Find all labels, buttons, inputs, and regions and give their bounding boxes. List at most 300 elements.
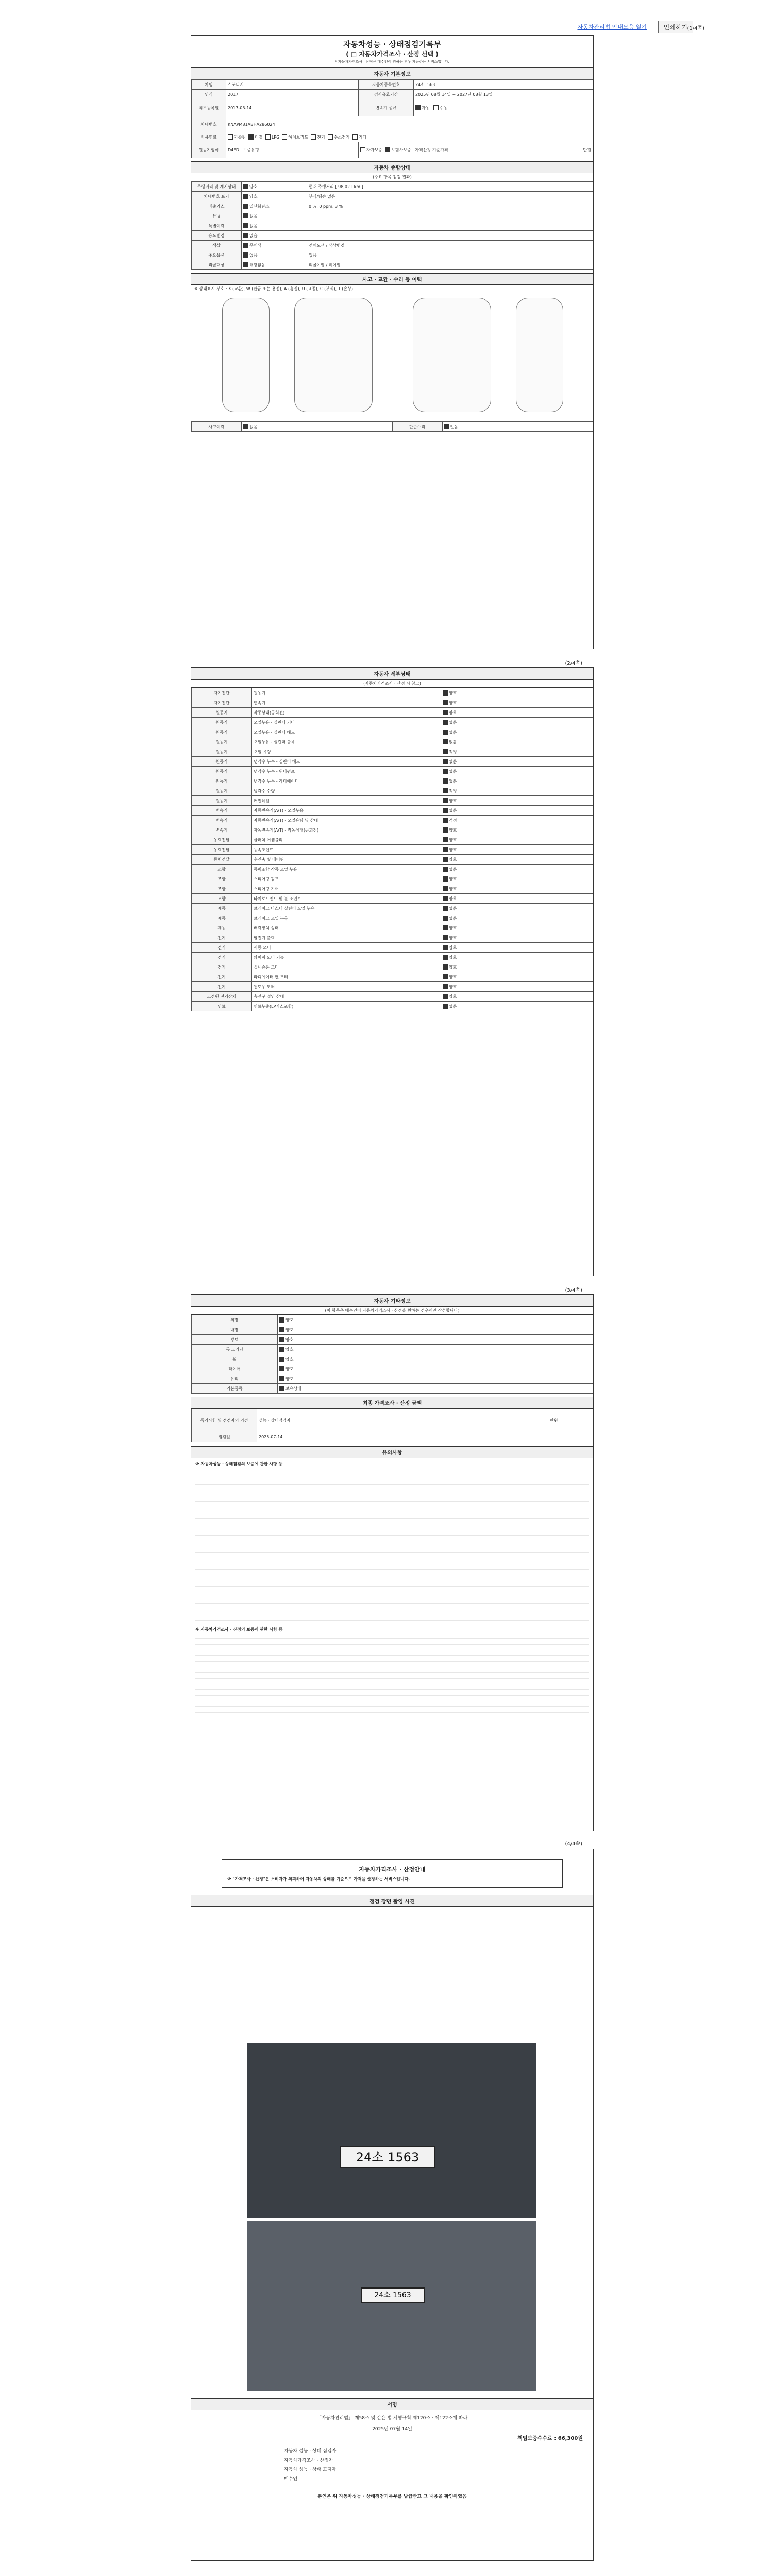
overall-label: 주요옵션 (192, 250, 242, 260)
status-checkbox[interactable] (443, 906, 448, 911)
overall-detail (307, 211, 593, 221)
detail-status (441, 835, 593, 845)
detail-group-text: 원동기 (215, 730, 228, 735)
table-row (192, 1354, 593, 1364)
detail-item (252, 718, 441, 727)
detail-status-text: 양호 (449, 935, 457, 940)
detail-group-text: 고전원 전기장치 (207, 994, 237, 999)
warranty-option-label: 자가보증 (366, 147, 382, 152)
status-checkbox[interactable] (443, 769, 448, 774)
status-checkbox[interactable] (243, 262, 248, 267)
accident-checkbox[interactable] (243, 424, 248, 429)
status-checkbox[interactable] (443, 925, 448, 930)
detail-item (252, 933, 441, 943)
detail-item (252, 923, 441, 933)
detail-item (252, 776, 441, 786)
overall-detail: 전체도색 / 색상변경 (307, 241, 593, 250)
detail-status-text: 없음 (449, 730, 457, 735)
detail-group (192, 776, 252, 786)
table-row (192, 874, 593, 884)
detail-group-text: 제동 (217, 906, 226, 911)
status-checkbox[interactable] (443, 788, 448, 793)
detail-item (252, 865, 441, 874)
seller-role: 자동차 성능 · 상태 고지자 (284, 2467, 337, 2472)
detail-status (441, 747, 593, 757)
status-checkbox[interactable] (443, 798, 448, 803)
detail-status (441, 982, 593, 992)
table-row (192, 835, 593, 845)
fuel-checkbox[interactable] (282, 134, 287, 140)
status-checkbox[interactable] (443, 896, 448, 901)
detail-item (252, 874, 441, 884)
other-label-text: 광택 (230, 1337, 239, 1342)
detail-group-text: 원동기 (215, 710, 228, 715)
status-checkbox[interactable] (443, 916, 448, 921)
detail-item (252, 767, 441, 776)
status-checkbox[interactable] (443, 837, 448, 842)
detail-status (441, 865, 593, 874)
motor-value (226, 142, 359, 158)
other-label (192, 1354, 278, 1364)
other-label (192, 1384, 278, 1394)
transmission-auto-checkbox[interactable] (415, 105, 421, 110)
detail-group-text: 전기 (217, 945, 226, 950)
print-button[interactable]: 인쇄하기 (658, 21, 693, 33)
detail-status-text: 양호 (449, 847, 457, 852)
detail-group-text: 원동기 (215, 720, 228, 725)
year-value: 2017 (226, 90, 359, 99)
detail-item (252, 835, 441, 845)
accident-value: 없음 (249, 424, 258, 429)
detail-status-text: 양호 (449, 886, 457, 891)
status-checkbox[interactable] (443, 690, 448, 696)
status-checkbox[interactable] (443, 955, 448, 960)
other-status (278, 1354, 593, 1364)
detail-item (252, 727, 441, 737)
detail-group (192, 727, 252, 737)
vin-value: KNAPM81ABHA286024 (226, 116, 593, 132)
detail-group-text: 원동기 (215, 749, 228, 754)
section-notes: 유의사항 (191, 1446, 593, 1458)
sign-roles (284, 2447, 500, 2484)
overall-detail: 있음 (307, 250, 593, 260)
transmission-manual-label: 수동 (440, 105, 448, 110)
section-accident: 사고 · 교환 · 수리 등 이력 (191, 273, 593, 285)
detail-item-text: 자동변속기(A/T) - 오일누유 (254, 808, 304, 813)
other-status (278, 1335, 593, 1345)
fuel-option-label: 하이브리드 (288, 134, 309, 140)
detail-group (192, 845, 252, 855)
detail-status (441, 688, 593, 698)
status-checkbox[interactable] (243, 243, 248, 248)
table-row (192, 1364, 593, 1374)
status-checkbox[interactable] (443, 974, 448, 979)
detail-group-text: 제동 (217, 916, 226, 921)
basic-info-table (191, 79, 593, 158)
status-checkbox[interactable] (243, 204, 248, 209)
car-outline-right (516, 298, 563, 412)
status-checkbox[interactable] (443, 857, 448, 862)
detail-status (441, 708, 593, 718)
other-label (192, 1374, 278, 1384)
other-label (192, 1325, 278, 1335)
detail-status-text: 없음 (449, 759, 457, 764)
table-row (192, 855, 593, 865)
detail-item (252, 698, 441, 708)
detail-group (192, 786, 252, 796)
detail-item-text: 자동변속기(A/T) - 작동상태(공회전) (254, 827, 319, 833)
detail-group-text: 전기 (217, 935, 226, 940)
status-checkbox[interactable] (443, 710, 448, 715)
notes-text-block-1 (195, 1468, 589, 1622)
status-checkbox[interactable] (443, 945, 448, 950)
other-status (278, 1384, 593, 1394)
detail-status-text: 양호 (449, 896, 457, 901)
status-checkbox[interactable] (443, 1004, 448, 1009)
status-checkbox[interactable] (279, 1337, 284, 1342)
status-checkbox[interactable] (443, 984, 448, 989)
detail-group-text: 전기 (217, 964, 226, 970)
detail-item (252, 825, 441, 835)
accident-summary-table (191, 421, 593, 432)
detail-item (252, 913, 441, 923)
detail-status-text: 양호 (449, 710, 457, 715)
fuel-label: 사용연료 (192, 132, 226, 142)
status-checkbox[interactable] (443, 867, 448, 872)
status-checkbox[interactable] (443, 700, 448, 705)
transmission-label: 변속기 종류 (359, 99, 414, 116)
table-row (192, 1384, 593, 1394)
status-checkbox[interactable] (279, 1347, 284, 1352)
detail-group-text: 조향 (217, 896, 226, 901)
detail-item (252, 904, 441, 913)
overall-label: 용도변경 (192, 231, 242, 241)
detail-table (191, 688, 593, 1011)
detail-item (252, 982, 441, 992)
table-row (192, 992, 593, 1002)
detail-item-text: 변속기 (254, 700, 266, 705)
fuel-checkbox[interactable] (352, 134, 358, 140)
other-label (192, 1364, 278, 1374)
fuel-checkbox[interactable] (265, 134, 271, 140)
status-checkbox[interactable] (443, 759, 448, 764)
detail-status-text: 양호 (449, 974, 457, 979)
sign-fee: 책임보증수수료 : 66,300원 (517, 2436, 583, 2442)
detail-group (192, 718, 252, 727)
notes-text-block-2 (195, 1633, 589, 1716)
detail-item (252, 972, 441, 982)
overall-detail: 현재 주행거리 [ 98,021 km ] (307, 182, 593, 192)
detail-item (252, 708, 441, 718)
table-row (192, 718, 593, 727)
page-3 (191, 1294, 594, 1831)
page-mark-1: (1/4쪽) (687, 26, 704, 31)
overall-status (242, 231, 307, 241)
price-guide-text: ※ "가격조사 · 산정"은 소비자가 의뢰하여 자동차의 상태를 기준으로 가격을 산정하는 서비스입니다. (227, 1877, 410, 1882)
status-checkbox[interactable] (243, 194, 248, 199)
detail-group (192, 796, 252, 806)
table-row (192, 727, 593, 737)
table-row (192, 894, 593, 904)
warranty-label: 보증유형 (243, 147, 259, 152)
status-checkbox[interactable] (443, 935, 448, 940)
sign-law-note: 「자동차관리법」 제58조 및 같은 법 시행규칙 제120조 · 제122조에 따라 (316, 2416, 468, 2421)
detail-item-text: 냉각수 누수 - 실린더 헤드 (254, 759, 300, 764)
status-checkbox[interactable] (443, 827, 448, 833)
status-checkbox[interactable] (443, 808, 448, 813)
overall-detail: 0 %, 0 ppm, 3 % (307, 201, 593, 211)
detail-item-text: 라디에이터 팬 모터 (254, 974, 288, 979)
detail-item (252, 992, 441, 1002)
detail-item-text: 동력조향 작동 오일 누유 (254, 867, 297, 872)
status-checkbox[interactable] (243, 223, 248, 228)
status-checkbox[interactable] (243, 184, 248, 189)
car-name-label: 차명 (192, 80, 226, 90)
detail-status (441, 825, 593, 835)
detail-status-text: 양호 (449, 700, 457, 705)
simple-repair-checkbox[interactable] (444, 424, 449, 429)
detail-status (441, 953, 593, 962)
detail-status-text: 양호 (449, 857, 457, 862)
overall-label: 색상 (192, 241, 242, 250)
other-status-text: 양호 (285, 1366, 294, 1371)
detail-item (252, 806, 441, 816)
detail-item (252, 796, 441, 806)
detail-group (192, 972, 252, 982)
status-checkbox[interactable] (279, 1317, 284, 1323)
status-checkbox[interactable] (279, 1366, 284, 1371)
overall-table (191, 181, 593, 270)
detail-group-text: 조향 (217, 886, 226, 891)
warranty-checkbox[interactable] (360, 147, 365, 152)
detail-status-text: 양호 (449, 837, 457, 842)
detail-status-text: 없음 (449, 739, 457, 744)
car-outline-left (222, 298, 270, 412)
detail-status (441, 767, 593, 776)
fuel-checkbox[interactable] (248, 134, 254, 140)
year-label: 연식 (192, 90, 226, 99)
special-label: 특기사항 및 점검자의 의견 (192, 1409, 257, 1432)
fuel-option-label: 가솔린 (234, 134, 246, 140)
detail-item-text: 와이퍼 모터 기능 (254, 955, 284, 960)
detail-group (192, 737, 252, 747)
table-row (192, 923, 593, 933)
detail-status-text: 적정 (449, 749, 457, 754)
fuel-checkbox[interactable] (228, 134, 233, 140)
fuel-option-label: LPG (271, 134, 280, 140)
detail-note: (자동차가격조사 · 산정 시 참고) (191, 680, 593, 688)
accident-legend: ※ 상태표시 부호 : X (교환), W (판금 또는 용접), A (흠집), U (요철), C (부식), T (손상) (194, 286, 354, 291)
status-checkbox[interactable] (443, 749, 448, 754)
price-guide-box (222, 1859, 563, 1888)
table-row (192, 972, 593, 982)
vin-label: 차대번호 (192, 116, 226, 132)
status-checkbox[interactable] (443, 964, 448, 970)
other-status-text: 보유상태 (285, 1386, 301, 1391)
law-guide-link[interactable]: 자동차관리법 안내모음 열기 (577, 24, 647, 30)
detail-group-text: 변속기 (215, 827, 228, 833)
table-row (192, 953, 593, 962)
section-other: 자동차 기타정보 (191, 1295, 593, 1307)
detail-group (192, 767, 252, 776)
detail-item (252, 786, 441, 796)
status-checkbox[interactable] (243, 233, 248, 238)
detail-item-text: 오일누유 - 실린더 커버 (254, 720, 295, 725)
status-checkbox[interactable] (279, 1376, 284, 1381)
detail-status-text: 양호 (449, 964, 457, 970)
detail-group (192, 904, 252, 913)
detail-item-text: 타이로드엔드 및 볼 조인트 (254, 896, 301, 901)
detail-status-text: 양호 (449, 690, 457, 696)
other-status (278, 1345, 593, 1354)
other-status-text: 양호 (285, 1317, 294, 1323)
status-checkbox[interactable] (443, 730, 448, 735)
detail-item (252, 894, 441, 904)
status-checkbox[interactable] (279, 1327, 284, 1332)
car-name-value: 스포티지 (226, 80, 359, 90)
detail-status (441, 796, 593, 806)
fuel-option-label: 수소전기 (333, 134, 350, 140)
fuel-options (226, 132, 593, 142)
detail-item (252, 845, 441, 855)
detail-group (192, 884, 252, 894)
detail-group-text: 제동 (217, 925, 226, 930)
accident-history-value (242, 422, 393, 432)
table-row (192, 767, 593, 776)
detail-group-text: 조향 (217, 867, 226, 872)
overall-note: (주요 항목 점검 결과) (191, 173, 593, 181)
detail-status-text: 없음 (449, 906, 457, 911)
status-label: 없음 (249, 233, 258, 238)
warranty-checkbox[interactable] (385, 147, 390, 152)
detail-item-text: 작동상태(공회전) (254, 710, 285, 715)
detail-group-text: 동력전달 (213, 857, 230, 862)
detail-status (441, 972, 593, 982)
other-label-text: 외장 (230, 1317, 239, 1323)
detail-status-text: 없음 (449, 808, 457, 813)
detail-item (252, 884, 441, 894)
detail-item-text: 오일누유 - 실린더 블록 (254, 739, 295, 744)
table-row (192, 1345, 593, 1354)
detail-item (252, 953, 441, 962)
detail-status (441, 776, 593, 786)
status-checkbox[interactable] (443, 876, 448, 882)
status-checkbox[interactable] (443, 818, 448, 823)
page-2 (191, 667, 594, 1276)
overall-status (242, 260, 307, 270)
detail-item-text: 추진축 및 베어링 (254, 857, 284, 862)
rear-photo (247, 2221, 536, 2391)
price-basis-label: 가격산정 기준가격 (415, 147, 448, 152)
price-unit: 만원 (583, 147, 591, 152)
date-label: 점검일 (192, 1432, 257, 1442)
other-label-text: 유리 (230, 1376, 239, 1381)
document-title: 자동차성능 · 상태점검기록부 (343, 40, 442, 49)
detail-item-text: 커먼레일 (254, 798, 270, 803)
table-row (192, 806, 593, 816)
overall-label: 배출가스 (192, 201, 242, 211)
motor-label: 원동기형식 (192, 142, 226, 158)
status-checkbox[interactable] (443, 778, 448, 784)
overall-status (242, 221, 307, 231)
status-checkbox[interactable] (443, 994, 448, 999)
table-row (192, 698, 593, 708)
detail-group (192, 865, 252, 874)
sign-area (191, 2398, 593, 2499)
table-row (192, 982, 593, 992)
detail-group-text: 전기 (217, 984, 226, 989)
detail-item (252, 737, 441, 747)
page-1 (191, 35, 594, 649)
status-checkbox[interactable] (443, 739, 448, 744)
simple-repair-label: 단순수리 (392, 422, 442, 432)
status-checkbox[interactable] (243, 252, 248, 258)
detail-group-text: 조향 (217, 876, 226, 882)
detail-group (192, 894, 252, 904)
simple-repair-text: 없음 (450, 424, 458, 429)
detail-group (192, 688, 252, 698)
table-row (192, 933, 593, 943)
transmission-manual-checkbox[interactable] (433, 105, 439, 110)
table-row (192, 865, 593, 874)
detail-item-text: 스티어링 기어 (254, 886, 279, 891)
detail-status-text: 없음 (449, 1004, 457, 1009)
other-status (278, 1325, 593, 1335)
detail-item-text: 윈도우 모터 (254, 984, 275, 989)
fee-value: 66,300원 (558, 2436, 583, 2442)
status-checkbox[interactable] (443, 720, 448, 725)
detail-group-text: 원동기 (215, 788, 228, 793)
warranty-options (359, 142, 593, 158)
status-checkbox[interactable] (443, 886, 448, 891)
table-row (192, 708, 593, 718)
detail-item-text: 원동기 (254, 690, 266, 696)
section-basic-info: 자동차 기본정보 (191, 67, 593, 79)
status-checkbox[interactable] (443, 847, 448, 852)
table-row (192, 1374, 593, 1384)
other-label-text: 내장 (230, 1327, 239, 1332)
fuel-checkbox[interactable] (311, 134, 316, 140)
detail-item-text: 시동 모터 (254, 945, 271, 950)
detail-item-text: 오일 유량 (254, 749, 271, 754)
status-checkbox[interactable] (279, 1357, 284, 1362)
detail-group (192, 962, 252, 972)
detail-status (441, 698, 593, 708)
other-status-text: 양호 (285, 1347, 294, 1352)
detail-item (252, 943, 441, 953)
first-reg-value: 2017-03-14 (226, 99, 359, 116)
front-photo (247, 2043, 536, 2218)
inspector-role: 자동차 성능 · 상태 점검자 (284, 2449, 337, 2454)
overall-detail (307, 221, 593, 231)
detail-item-text: 등속조인트 (254, 847, 274, 852)
status-checkbox[interactable] (243, 213, 248, 218)
detail-item-text: 실내송풍 모터 (254, 964, 279, 970)
table-row (192, 796, 593, 806)
detail-status-text: 양호 (449, 925, 457, 930)
other-label (192, 1335, 278, 1345)
other-label-text: 기본품목 (226, 1386, 243, 1391)
special-text: 성능 · 상태점검자 (257, 1409, 548, 1432)
detail-status-text: 적정 (449, 818, 457, 823)
detail-group (192, 943, 252, 953)
status-checkbox[interactable] (279, 1386, 284, 1391)
detail-item-text: 스티어링 펌프 (254, 876, 279, 882)
fuel-checkbox[interactable] (328, 134, 333, 140)
table-row (192, 1325, 593, 1335)
reg-no-value: 24소1563 (414, 80, 593, 90)
date-value: 2025-07-14 (257, 1432, 593, 1442)
